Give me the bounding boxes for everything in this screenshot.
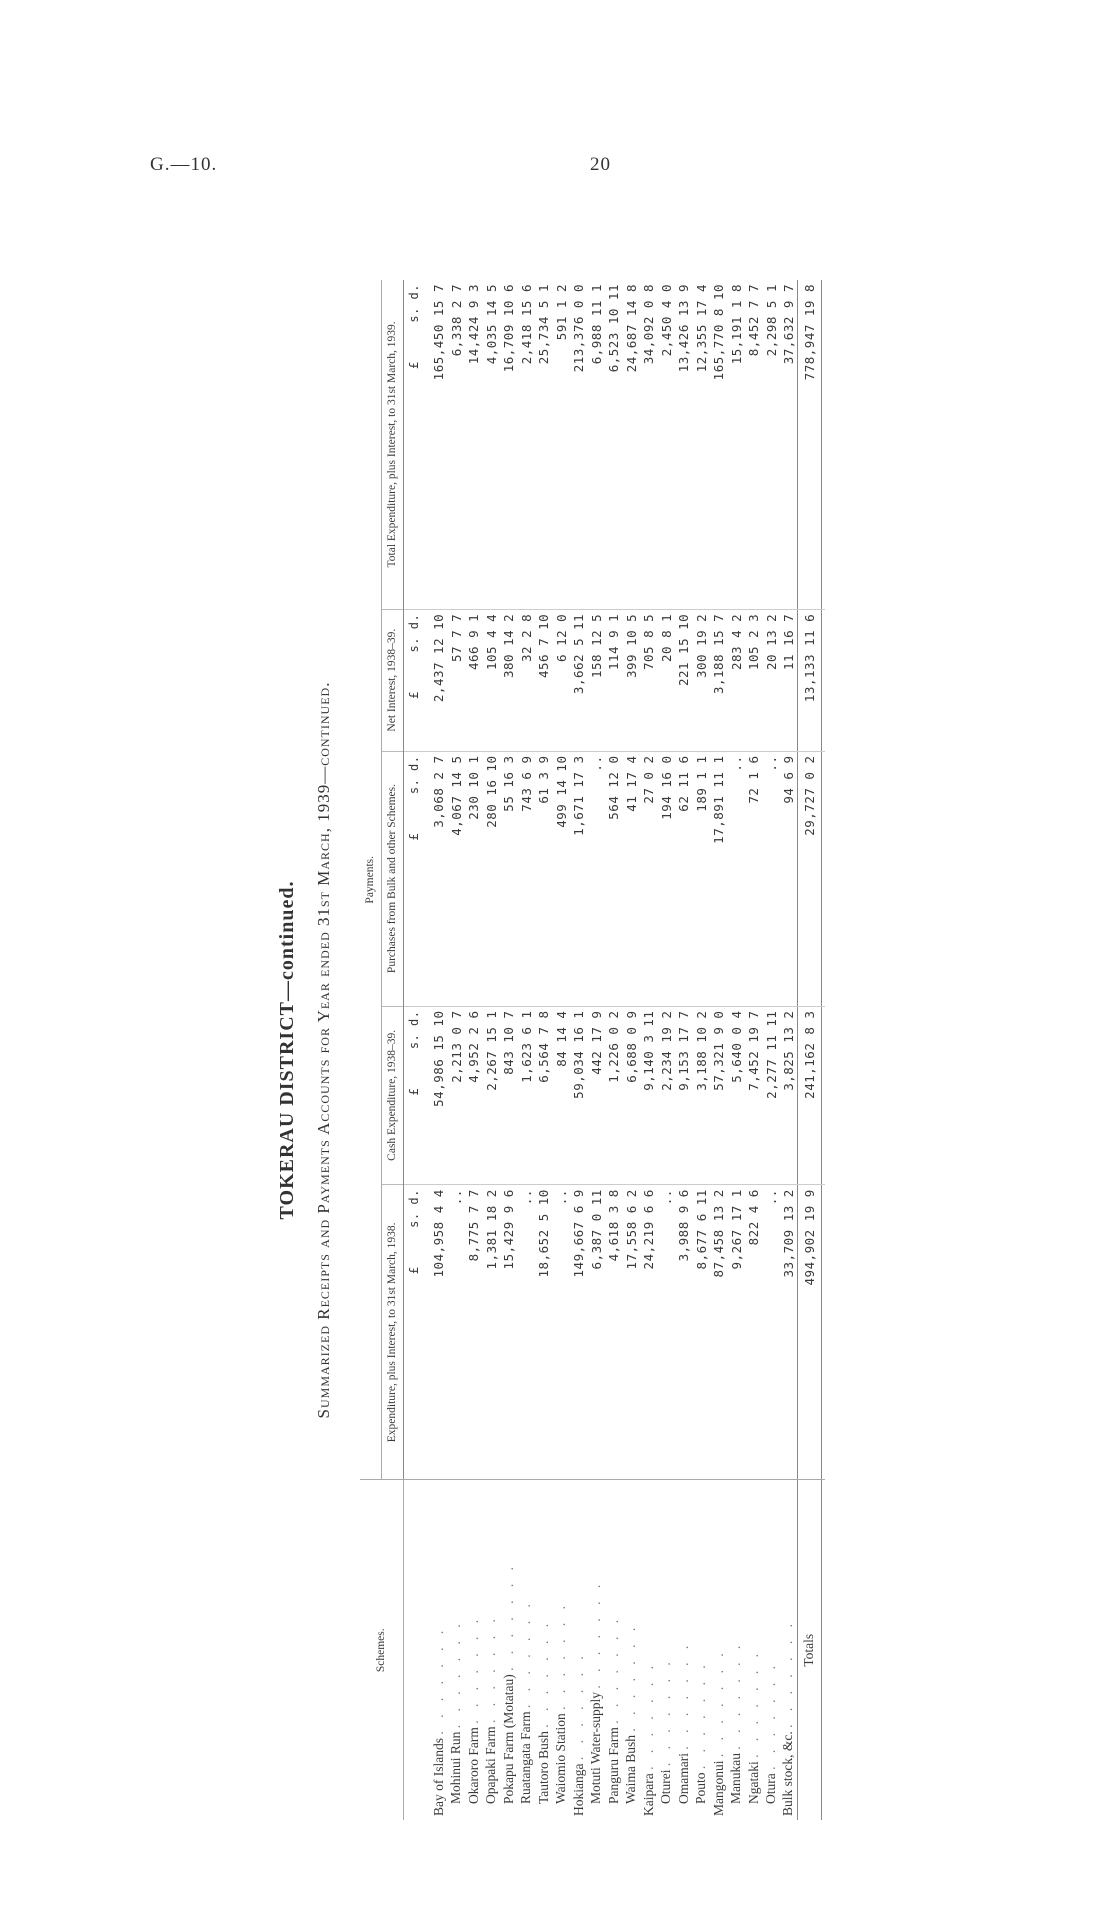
amount-cell: 87,458 13 2 [710, 1185, 728, 1480]
amount-cell: 5,640 0 4 [727, 1006, 745, 1185]
table-row [517, 280, 535, 1820]
amount-cell: .. [552, 1185, 570, 1480]
amount-cell: 158 12 5 [587, 609, 605, 751]
amount-cell: 17,558 6 2 [622, 1185, 640, 1480]
amount-cell: 4,952 2 6 [465, 1006, 483, 1185]
amount-cell: 24,687 14 8 [622, 280, 640, 609]
amount-cell: 6,988 11 1 [587, 280, 605, 609]
amount-cell: .. [657, 1185, 675, 1480]
amount-cell: 14,424 9 3 [465, 280, 483, 609]
amount-cell: 16,709 10 6 [500, 280, 518, 609]
table-row [675, 280, 693, 1820]
amount-cell: 57,321 9 0 [710, 1006, 728, 1185]
amount-cell: .. [727, 751, 745, 1006]
total-cell: 29,727 0 2 [797, 751, 821, 1006]
table-row [482, 280, 500, 1820]
table-row [762, 280, 780, 1820]
amount-cell: 18,652 5 10 [535, 1185, 553, 1480]
amount-cell: 6,523 10 11 [605, 280, 623, 609]
amount-cell: 17,891 11 1 [710, 751, 728, 1006]
amount-cell: 822 4 6 [745, 1185, 763, 1480]
table-row [570, 280, 588, 1820]
amount-cell: 283 4 2 [727, 609, 745, 751]
amount-cell: 3,988 9 6 [675, 1185, 693, 1480]
amount-cell: 3,662 5 11 [570, 609, 588, 751]
amount-cell: 149,667 6 9 [570, 1185, 588, 1480]
page-reference: G.—10. [150, 154, 218, 175]
table-row [535, 280, 553, 1820]
totals-label: Totals [797, 1480, 821, 1820]
amount-cell: 2,437 12 10 [430, 609, 448, 751]
amount-cell: 1,226 0 2 [605, 1006, 623, 1185]
currency-label: £ s. d. [404, 751, 424, 1006]
amount-cell: 94 6 9 [780, 751, 798, 1006]
amount-cell: 2,450 4 0 [657, 280, 675, 609]
col-header-3: Net Interest, 1938–39. [382, 609, 404, 751]
amount-cell: 8,677 6 11 [692, 1185, 710, 1480]
amount-cell: 12,355 17 4 [692, 280, 710, 609]
amount-cell: 165,450 15 7 [430, 280, 448, 609]
amount-cell: 300 19 2 [692, 609, 710, 751]
rotated-page-body [230, 250, 990, 1850]
total-cell: 494,902 19 9 [797, 1185, 821, 1480]
amount-cell: 3,188 15 7 [710, 609, 728, 751]
amount-cell: 2,213 0 7 [447, 1006, 465, 1185]
amount-cell: 2,234 19 2 [657, 1006, 675, 1185]
amount-cell: 25,734 5 1 [535, 280, 553, 609]
amount-cell: 6,387 0 11 [587, 1185, 605, 1480]
amount-cell: 105 4 4 [482, 609, 500, 751]
table-row [640, 280, 658, 1820]
amount-cell: 743 6 9 [517, 751, 535, 1006]
amount-cell: 59,034 16 1 [570, 1006, 588, 1185]
amount-cell: 221 15 10 [675, 609, 693, 751]
amount-cell: 2,418 15 6 [517, 280, 535, 609]
accounts-table [360, 280, 825, 1820]
amount-cell: 9,140 3 11 [640, 1006, 658, 1185]
table-row [587, 280, 605, 1820]
payments-header: Payments. [360, 280, 382, 1480]
amount-cell: 564 12 0 [605, 751, 623, 1006]
amount-cell: 54,986 15 10 [430, 1006, 448, 1185]
scheme-name: Pouto . . . . . . . [693, 1660, 709, 1804]
amount-cell: 55 16 3 [500, 751, 518, 1006]
amount-cell: 15,429 9 6 [500, 1185, 518, 1480]
scheme-name: Tautoro Bush . . . . . . . [535, 1618, 551, 1804]
amount-cell: 230 10 1 [465, 751, 483, 1006]
amount-cell: 1,381 18 2 [482, 1185, 500, 1480]
amount-cell: 11 16 7 [780, 609, 798, 751]
amount-cell: 15,191 1 8 [727, 280, 745, 609]
amount-cell: 8,452 7 7 [745, 280, 763, 609]
currency-label: £ s. d. [404, 280, 424, 609]
amount-cell: 105 2 3 [745, 609, 763, 751]
amount-cell: 6,338 2 7 [447, 280, 465, 609]
amount-cell: 843 10 7 [500, 1006, 518, 1185]
amount-cell: 442 17 9 [587, 1006, 605, 1185]
amount-cell: 3,188 10 2 [692, 1006, 710, 1185]
total-cell: 778,947 19 8 [797, 280, 821, 609]
amount-cell: 591 1 2 [552, 280, 570, 609]
amount-cell: 27 0 2 [640, 751, 658, 1006]
amount-cell: .. [587, 751, 605, 1006]
page-number: 20 [590, 154, 611, 175]
scheme-name: Mangonui . . . . . . . [710, 1648, 726, 1816]
amount-cell: 20 13 2 [762, 609, 780, 751]
table-row [447, 280, 465, 1820]
table-row [657, 280, 675, 1820]
table-row [622, 280, 640, 1820]
district-title: TOKERAU DISTRICT—continued. [276, 880, 298, 1220]
amount-cell: 3,825 13 2 [780, 1006, 798, 1185]
amount-cell: 2,277 11 11 [762, 1006, 780, 1185]
scheme-name: Kaipara . . . . . . . [640, 1661, 656, 1816]
amount-cell: 499 14 10 [552, 751, 570, 1006]
table-row [430, 280, 448, 1820]
amount-cell: 456 7 10 [535, 609, 553, 751]
amount-cell: 280 16 10 [482, 751, 500, 1006]
scheme-name: Mohinui Run . . . . . . . [448, 1619, 464, 1804]
col-header-4: Total Expenditure, plus Interest, to 31st March, 1939. [382, 280, 404, 609]
amount-cell: 32 2 8 [517, 609, 535, 751]
report-subtitle: Summarized Receipts and Payments Accounts for Year ended 31st March, 1939—continued. [314, 681, 333, 1419]
amount-cell: .. [762, 1185, 780, 1480]
amount-cell: 1,671 17 3 [570, 751, 588, 1006]
table-row [710, 280, 728, 1820]
table-row [692, 280, 710, 1820]
amount-cell: 33,709 13 2 [780, 1185, 798, 1480]
amount-cell: 34,092 0 8 [640, 280, 658, 609]
scheme-name: Omamari . . . . . . . [675, 1640, 691, 1804]
currency-label: £ s. d. [404, 1185, 424, 1480]
amount-cell: 61 3 9 [535, 751, 553, 1006]
amount-cell: 2,267 15 1 [482, 1006, 500, 1185]
totals-row [797, 280, 821, 1820]
table-row [780, 280, 798, 1820]
table-row [552, 280, 570, 1820]
amount-cell: 1,623 6 1 [517, 1006, 535, 1185]
scheme-name: Waima Bush . . . . . . . [623, 1622, 639, 1804]
scheme-name: Okaroro Farm . . . . . . . [465, 1614, 481, 1804]
amount-cell: 114 9 1 [605, 609, 623, 751]
amount-cell: 213,376 0 0 [570, 280, 588, 609]
total-cell: 13,133 11 6 [797, 609, 821, 751]
amount-cell: 13,426 13 9 [675, 280, 693, 609]
col-header-1: Cash Expenditure, 1938–39. [382, 1006, 404, 1185]
amount-cell: 380 14 2 [500, 609, 518, 751]
scheme-name: Waiomio Station . . . . . . . [553, 1600, 569, 1804]
table-row [727, 280, 745, 1820]
col-header-0: Expenditure, plus Interest, to 31st March, 1938. [382, 1185, 404, 1480]
total-cell: 241,162 8 3 [797, 1006, 821, 1185]
scheme-name: Opapaki Farm . . . . . . . [483, 1614, 499, 1804]
amount-cell: 9,153 17 7 [675, 1006, 693, 1185]
amount-cell: 8,775 7 7 [465, 1185, 483, 1480]
amount-cell: 705 8 5 [640, 609, 658, 751]
amount-cell: 62 11 6 [675, 751, 693, 1006]
amount-cell: .. [762, 751, 780, 1006]
amount-cell: 41 17 4 [622, 751, 640, 1006]
amount-cell: 57 7 7 [447, 609, 465, 751]
table-row [745, 280, 763, 1820]
amount-cell: 37,632 9 7 [780, 280, 798, 609]
amount-cell: 194 16 0 [657, 751, 675, 1006]
scheme-name: Hokianga . . . . . . . [570, 1651, 586, 1816]
amount-cell: 104,958 4 4 [430, 1185, 448, 1480]
scheme-name: Bulk stock, &c. . . . . . . . [780, 1619, 796, 1816]
amount-cell: 189 1 1 [692, 751, 710, 1006]
amount-cell: 9,267 17 1 [727, 1185, 745, 1480]
amount-cell: 6 12 0 [552, 609, 570, 751]
amount-cell: 72 1 6 [745, 751, 763, 1006]
scheme-name: Pokapu Farm (Motatau) . . . . . . . [500, 1562, 516, 1804]
amount-cell: 4,035 14 5 [482, 280, 500, 609]
amount-cell: 2,298 5 1 [762, 280, 780, 609]
schemes-header: Schemes. [360, 1480, 404, 1820]
amount-cell: 399 10 5 [622, 609, 640, 751]
amount-cell: 7,452 19 7 [745, 1006, 763, 1185]
amount-cell: 4,618 3 8 [605, 1185, 623, 1480]
scheme-name: Bay of Islands . . . . . . . [430, 1625, 446, 1816]
amount-cell: 24,219 6 6 [640, 1185, 658, 1480]
amount-cell: 6,688 0 9 [622, 1006, 640, 1185]
amount-cell: 20 8 1 [657, 609, 675, 751]
scheme-name: Manukau . . . . . . . [728, 1640, 744, 1804]
table-row [500, 280, 518, 1820]
col-header-2: Purchases from Bulk and other Schemes. [382, 751, 404, 1006]
amount-cell: .. [517, 1185, 535, 1480]
scheme-name: Otura . . . . . . . [763, 1661, 779, 1804]
amount-cell: 165,770 8 10 [710, 280, 728, 609]
scheme-name: Panguru Farm . . . . . . . [605, 1614, 621, 1804]
table-body [404, 280, 826, 1820]
amount-cell: 3,068 2 7 [430, 751, 448, 1006]
scheme-name: Ruatangata Farm . . . . . . . [518, 1599, 534, 1804]
scheme-name: Oturei . . . . . . . [658, 1657, 674, 1804]
amount-cell: 6,564 7 8 [535, 1006, 553, 1185]
table-row [465, 280, 483, 1820]
amount-cell: 4,067 14 5 [447, 751, 465, 1006]
amount-cell: .. [447, 1185, 465, 1480]
amount-cell: 466 9 1 [465, 609, 483, 751]
amount-cell: 84 14 4 [552, 1006, 570, 1185]
currency-label: £ s. d. [404, 1006, 424, 1185]
currency-row [404, 280, 424, 1820]
scheme-name: Ngataki . . . . . . . [745, 1649, 761, 1804]
currency-label: £ s. d. [404, 609, 424, 751]
scheme-name: Motuti Water-supply . . . . . . . [588, 1579, 604, 1804]
table-row [605, 280, 623, 1820]
